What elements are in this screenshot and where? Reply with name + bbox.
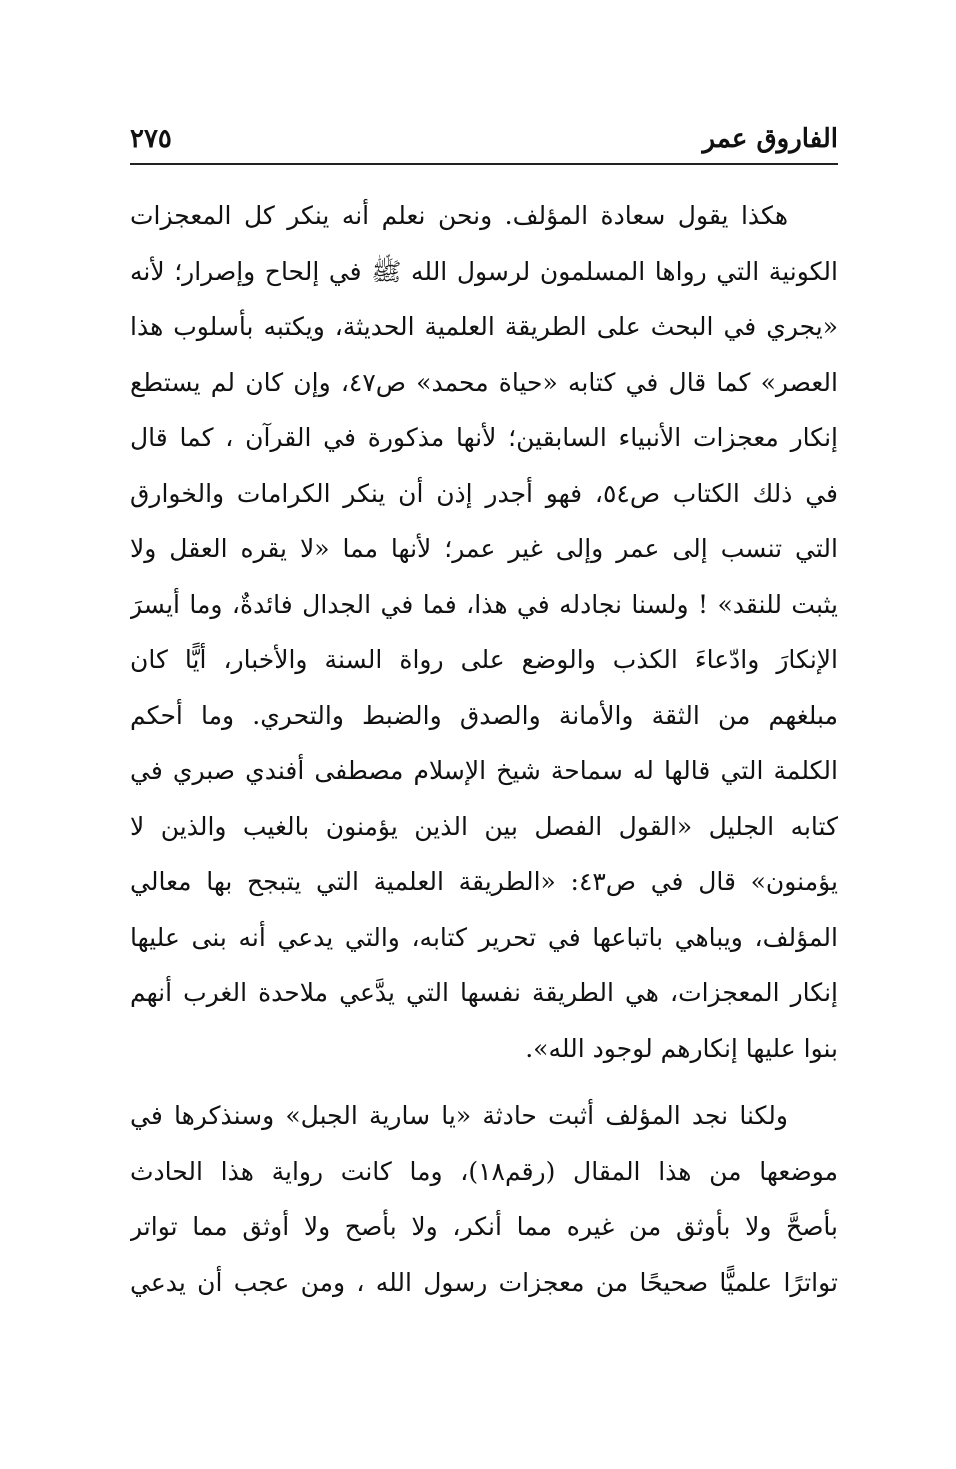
text-line: يثبت للنقد» ! ولسنا نجادله في هذا، فما في الجدال فائدةٌ، وما أيسرَ — [130, 589, 838, 619]
text-line: موضعها من هذا المقال (رقم١٨)، وما كانت رواية هذا الحادث — [130, 1156, 838, 1186]
page-number: ٢٧٥ — [130, 124, 172, 154]
text-line: كتابه الجليل «القول الفصل بين الذين يؤمنون بالغيب والذين لا — [130, 811, 838, 841]
paragraph-gap — [130, 1076, 838, 1088]
text-line: المؤلف، ويباهي باتباعها في تحرير كتابه، والتي يدعي أنه بنى عليها — [130, 922, 838, 952]
paragraph-2 — [130, 1088, 838, 1310]
paragraph-1 — [130, 188, 838, 1076]
text-line: العصر» كما قال في كتابه «حياة محمد» ص٤٧، وإن كان لم يستطع — [130, 367, 838, 397]
text-line: مبلغهم من الثقة والأمانة والصدق والضبط والتحري. وما أحكم — [130, 700, 838, 730]
body-text — [130, 188, 838, 1310]
text-line: يؤمنون» قال في ص٤٣: «الطريقة العلمية التي يتبجح بها معالي — [130, 867, 838, 896]
running-title: الفاروق عمر — [702, 124, 838, 154]
header-rule — [130, 163, 838, 165]
text-line: بأصحَّ ولا بأوثق من غيره مما أنكر، ولا بأصح ولا أوثق مما تواتر — [130, 1212, 838, 1241]
text-line: الإنكارَ وادّعاءَ الكذب والوضع على رواة السنة والأخبار، أيًّا كان — [130, 645, 838, 674]
text-line: التي تنسب إلى عمر وإلى غير عمر؛ لأنها مما «لا يقره العقل ولا — [130, 534, 838, 563]
text-line: إنكار المعجزات، هي الطريقة نفسها التي يدَّعي ملاحدة الغرب أنهم — [130, 978, 838, 1007]
text-line: بنوا عليها إنكارهم لوجود الله». — [525, 1033, 838, 1063]
text-line: تواترًا علميًّا صحيحًا من معجزات رسول الله ، ومن عجب أن يدعي — [130, 1267, 838, 1297]
text-line: الكلمة التي قالها له سماحة شيخ الإسلام مصطفى أفندي صبري في — [130, 756, 838, 785]
text-line: «يجري في البحث على الطريقة العلمية الحديثة، ويكتبه بأسلوب هذا — [130, 312, 838, 341]
text-line: الكونية التي رواها المسلمون لرسول الله ﷺ في إلحاح وإصرار؛ لأنه — [130, 256, 838, 286]
page-header — [130, 118, 838, 158]
text-line: هكذا يقول سعادة المؤلف. ونحن نعلم أنه ينكر كل المعجزات — [130, 201, 788, 230]
text-line: إنكار معجزات الأنبياء السابقين؛ لأنها مذكورة في القرآن ، كما قال — [130, 423, 838, 452]
text-line: ولكنا نجد المؤلف أثبت حادثة «يا سارية الجبل» وسنذكرها في — [130, 1101, 788, 1130]
text-line: في ذلك الكتاب ص٥٤، فهو أجدر إذن أن ينكر الكرامات والخوارق — [130, 478, 838, 508]
